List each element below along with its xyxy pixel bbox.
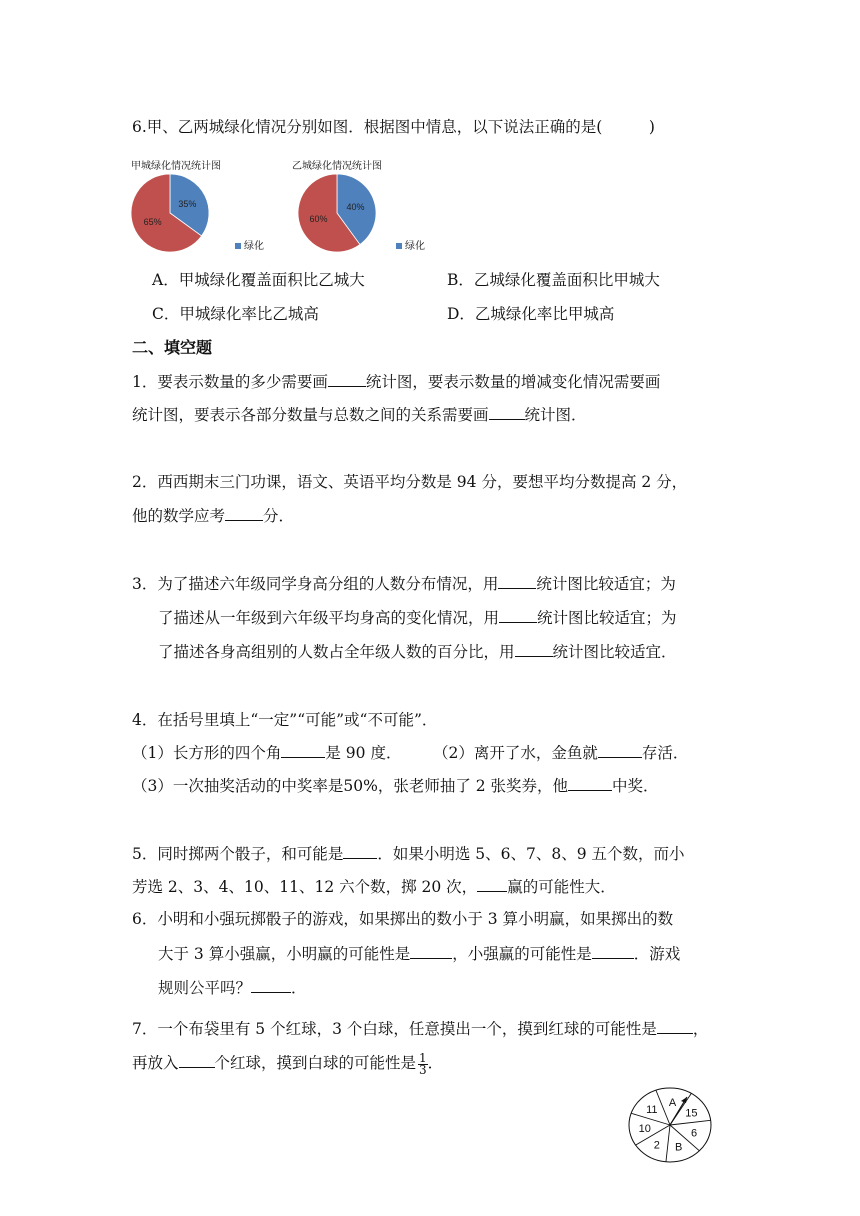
fill-3-line-2 <box>158 607 677 628</box>
fill-6-text-b: ，小强赢的可能性是 <box>452 945 592 963</box>
fill-1-blank-3[interactable] <box>489 404 525 420</box>
pie-chart-jia <box>129 172 211 254</box>
fill-7-text-e: ． <box>427 1054 444 1072</box>
spinner-diagram <box>626 1087 716 1165</box>
fill-1-text-d: 统计图． <box>524 406 587 424</box>
fill-3-blank-1[interactable] <box>498 573 536 589</box>
fill-4-text-a: （1）长方形的四个角 <box>132 744 282 762</box>
fill-3-text-d: 统计图比较适宜；为 <box>537 609 677 627</box>
fill-6-line-1: 6．小明和小强玩掷骰子的游戏，如果掷出的数小于 3 算小明赢，如果掷出的数 <box>132 910 674 928</box>
fraction-numerator: 1 <box>419 1050 427 1065</box>
fill-6-text-a: 大于 3 算小强赢，小明赢的可能性是 <box>158 945 411 963</box>
fill-5-text-c: 芳选 2、3、4、10、11、12 六个数，掷 20 次， <box>132 878 478 896</box>
fill-4-blank-3[interactable] <box>568 775 612 791</box>
fill-7-text-d: 个红球，摸到白球的可能性是 <box>214 1054 417 1072</box>
fill-4-blank-1[interactable] <box>281 742 325 758</box>
fill-4-text-e: （3）一次抽奖活动的中奖率是50%，张老师抽了 2 张奖券，他 <box>132 777 569 795</box>
fill-7-blank-2[interactable] <box>179 1052 215 1068</box>
fill-4-text-f: 中奖． <box>612 777 659 795</box>
fill-1-text-b: 统计图，要表示数量的增减变化情况需要画 <box>365 373 661 391</box>
option-d: D．乙城绿化率比甲城高 <box>447 305 615 323</box>
legend-label-yi: 绿化 <box>405 241 425 252</box>
fill-2-line-1: 2．西西期末三门功课，语文、英语平均分数是 94 分，要想平均分数提高 2 分， <box>132 473 688 491</box>
fill-6-text-d: 规则公平吗？ <box>158 979 252 997</box>
fill-5-blank-2[interactable] <box>477 876 507 892</box>
fill-7-blank-1[interactable] <box>657 1018 693 1034</box>
legend-swatch-jia <box>235 243 241 249</box>
fill-3-text-b: 统计图比较适宜；为 <box>536 575 676 593</box>
fill-5-line-2 <box>132 876 616 897</box>
fill-3-text-c: 了描述从一年级到六年级平均身高的变化情况，用 <box>158 609 500 627</box>
question-6-stem: 6.甲、乙两城绿化情况分别如图．根据图中情息，以下说法正确的是( ) <box>132 118 655 136</box>
fill-3-line-3 <box>158 641 677 662</box>
fill-7-line-2 <box>132 1052 443 1076</box>
fill-2-text-b: 分． <box>263 507 295 525</box>
fill-4-blank-2[interactable] <box>598 742 642 758</box>
fill-7-text-a: 7．一个布袋里有 5 个红球，3 个白球，任意摸出一个，摸到红球的可能性是 <box>132 1020 657 1038</box>
legend-jia <box>235 237 264 252</box>
fill-4-text-c: （2）离开了水，金鱼就 <box>433 744 598 762</box>
fill-6-line-2 <box>158 943 680 964</box>
fill-3-blank-2[interactable] <box>499 607 537 623</box>
pie-yi-slice-label-1: 60% <box>309 214 328 225</box>
fill-3-text-f: 统计图比较适宜． <box>552 643 677 661</box>
option-c: C．甲城绿化率比乙城高 <box>152 305 319 323</box>
spinner-label-0: A <box>668 1097 677 1110</box>
spinner-label-4: 2 <box>653 1139 660 1152</box>
fill-7-text-b: ， <box>692 1020 709 1038</box>
fill-1-blank-1[interactable] <box>328 371 366 387</box>
fraction-denominator: 3 <box>419 1062 427 1077</box>
fill-1-line-1 <box>132 371 660 392</box>
section-heading-fill-blank: 二、填空题 <box>132 338 213 357</box>
fill-2-line-2 <box>132 505 294 526</box>
pie-chart-yi <box>296 172 378 254</box>
fill-7-line-1 <box>132 1018 708 1039</box>
fill-2-blank[interactable] <box>225 505 263 521</box>
fill-3-line-1 <box>132 573 676 594</box>
pie-yi-slice-label-0: 40% <box>346 201 365 212</box>
fill-5-line-1 <box>132 843 685 864</box>
legend-label-jia: 绿化 <box>244 241 264 252</box>
fraction-one-third <box>418 1050 428 1077</box>
fill-2-text-a: 他的数学应考 <box>132 507 226 525</box>
legend-yi <box>396 237 425 252</box>
fill-4-stem: 4．在括号里填上“一定”“可能”或“不可能”． <box>132 711 438 729</box>
fill-4-sub-1 <box>132 742 401 763</box>
pie-jia-slice-label-1: 65% <box>143 216 162 227</box>
fill-6-blank-2[interactable] <box>592 943 634 959</box>
fill-6-blank-1[interactable] <box>410 943 452 959</box>
fill-5-text-b: ．如果小明选 5、6、7、8、9 五个数，而小 <box>377 845 685 863</box>
fill-7-text-c: 再放入 <box>132 1054 179 1072</box>
spinner-label-3: B <box>675 1141 683 1154</box>
fill-1-text-a: 1．要表示数量的多少需要画 <box>132 373 328 391</box>
fill-6-line-3 <box>158 977 307 998</box>
fill-4-text-d: 存活． <box>641 744 689 762</box>
fill-4-text-b: 是 90 度． <box>325 744 402 762</box>
spinner-label-6: 11 <box>646 1103 658 1116</box>
legend-swatch-yi <box>396 243 402 249</box>
fill-1-line-2 <box>132 404 587 425</box>
fill-5-blank-1[interactable] <box>343 843 377 859</box>
spinner-label-2: 6 <box>691 1127 698 1140</box>
fill-3-blank-3[interactable] <box>515 641 553 657</box>
fill-4-sub-2 <box>433 742 688 763</box>
fill-3-text-a: 3．为了描述六年级同学身高分组的人数分布情况，用 <box>132 575 499 593</box>
fill-3-text-e: 了描述各身高组别的人数占全年级人数的百分比，用 <box>158 643 515 661</box>
fill-6-text-c: ．游戏 <box>633 945 681 963</box>
fill-1-text-c: 统计图，要表示各部分数量与总数之间的关系需要画 <box>132 406 489 424</box>
fill-5-text-a: 5．同时掷两个骰子，和可能是 <box>132 845 344 863</box>
fill-5-text-d: 赢的可能性大． <box>507 878 616 896</box>
option-a: A．甲城绿化覆盖面积比乙城大 <box>152 271 365 289</box>
spinner-label-1: 15 <box>685 1107 698 1120</box>
chart-title-jia: 甲城绿化情况统计图 <box>131 161 221 172</box>
fill-6-text-e: ． <box>291 979 307 997</box>
spinner-label-5: 10 <box>638 1122 651 1135</box>
fill-6-blank-3[interactable] <box>251 977 291 993</box>
pie-jia-slice-label-0: 35% <box>178 199 197 210</box>
fill-4-sub-3 <box>132 775 659 796</box>
chart-title-yi: 乙城绿化情况统计图 <box>292 161 382 172</box>
option-b: B．乙城绿化覆盖面积比甲城大 <box>447 271 660 289</box>
